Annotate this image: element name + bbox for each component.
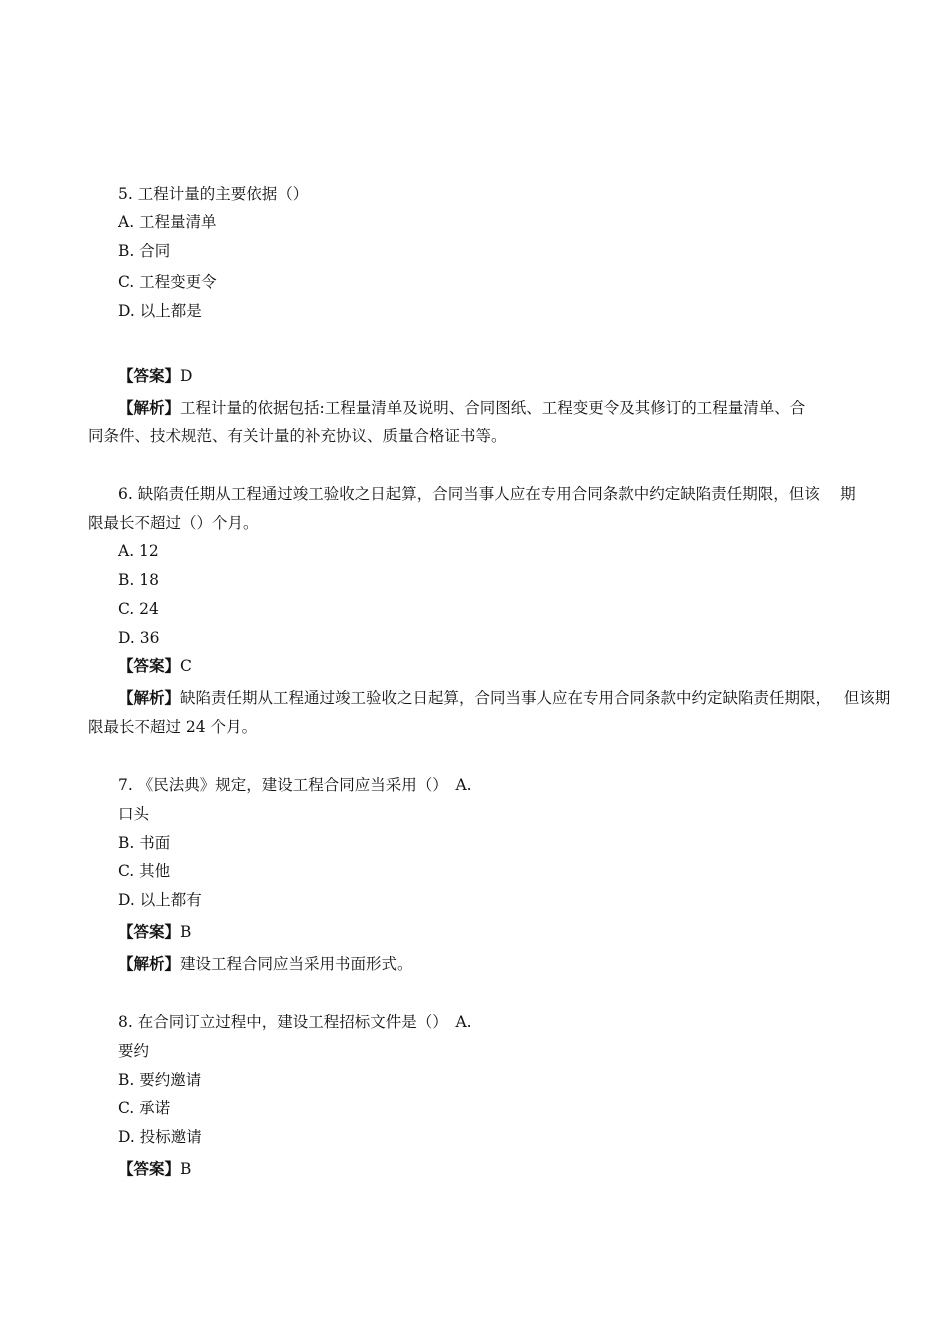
q8-option-d: D. 投标邀请 — [118, 1128, 202, 1146]
q6-option-c: C. 24 — [118, 600, 159, 618]
q7-answer-value: B — [180, 923, 192, 941]
q5-option-b: B. 合同 — [118, 242, 171, 260]
q6-question: 6. 缺陷责任期从工程通过竣工验收之日起算，合同当事人应在专用合同条款中约定缺陷责任期限，但该 期 — [118, 485, 856, 503]
q5-question: 5. 工程计量的主要依据（） — [118, 185, 309, 203]
q6-analysis-text: 缺陷责任期从工程通过竣工验收之日起算，合同当事人应在专用合同条款中约定缺陷责任期限， 但该期 — [180, 689, 891, 707]
q8-answer-label: 【答案】 — [118, 1159, 181, 1178]
q8-option-b: B. 要约邀请 — [118, 1071, 202, 1089]
q7-option-b: B. 书面 — [118, 834, 171, 852]
q8-answer-value: B — [180, 1160, 192, 1178]
q5-analysis — [118, 398, 805, 418]
q5-option-a: A. 工程量清单 — [118, 213, 217, 231]
q6-analysis-cont: 限最长不超过 24 个月。 — [88, 718, 258, 736]
q7-analysis-label: 【解析】 — [118, 954, 181, 973]
q7-option-c: C. 其他 — [118, 862, 171, 880]
q5-option-c: C. 工程变更令 — [118, 273, 217, 291]
q6-answer-value: C — [180, 657, 192, 675]
q7-option-d: D. 以上都有 — [118, 891, 202, 909]
q6-analysis-label: 【解析】 — [118, 688, 181, 707]
q6-option-a: A. 12 — [118, 542, 159, 560]
q6-question-cont: 限最长不超过（）个月。 — [88, 514, 259, 532]
q6-option-d: D. 36 — [118, 629, 160, 647]
q8-option-a: 要约 — [118, 1042, 150, 1060]
q8-question: 8. 在合同订立过程中，建设工程招标文件是（） A. — [118, 1013, 472, 1031]
q8-answer — [118, 1159, 191, 1179]
q7-analysis — [118, 954, 413, 974]
q7-question: 7. 《民法典》规定，建设工程合同应当采用（） A. — [118, 776, 472, 794]
q5-answer-value: D — [180, 367, 193, 385]
q7-option-a: 口头 — [118, 805, 150, 823]
q6-answer-label: 【答案】 — [118, 656, 181, 675]
q8-option-c: C. 承诺 — [118, 1099, 171, 1117]
q6-option-b: B. 18 — [118, 571, 159, 589]
q5-answer-label: 【答案】 — [118, 366, 181, 385]
q5-answer — [118, 366, 192, 386]
q6-answer — [118, 656, 192, 676]
q5-option-d: D. 以上都是 — [118, 302, 202, 320]
q7-answer-label: 【答案】 — [118, 922, 181, 941]
q5-analysis-text: 工程计量的依据包括:工程量清单及说明、合同图纸、工程变更令及其修订的工程量清单、合 — [180, 399, 806, 417]
q5-analysis-cont: 同条件、技术规范、有关计量的补充协议、质量合格证书等。 — [88, 427, 507, 445]
q6-analysis — [118, 688, 890, 708]
q7-answer — [118, 922, 191, 942]
q5-analysis-label: 【解析】 — [118, 398, 181, 417]
q7-analysis-text: 建设工程合同应当采用书面形式。 — [180, 955, 413, 973]
